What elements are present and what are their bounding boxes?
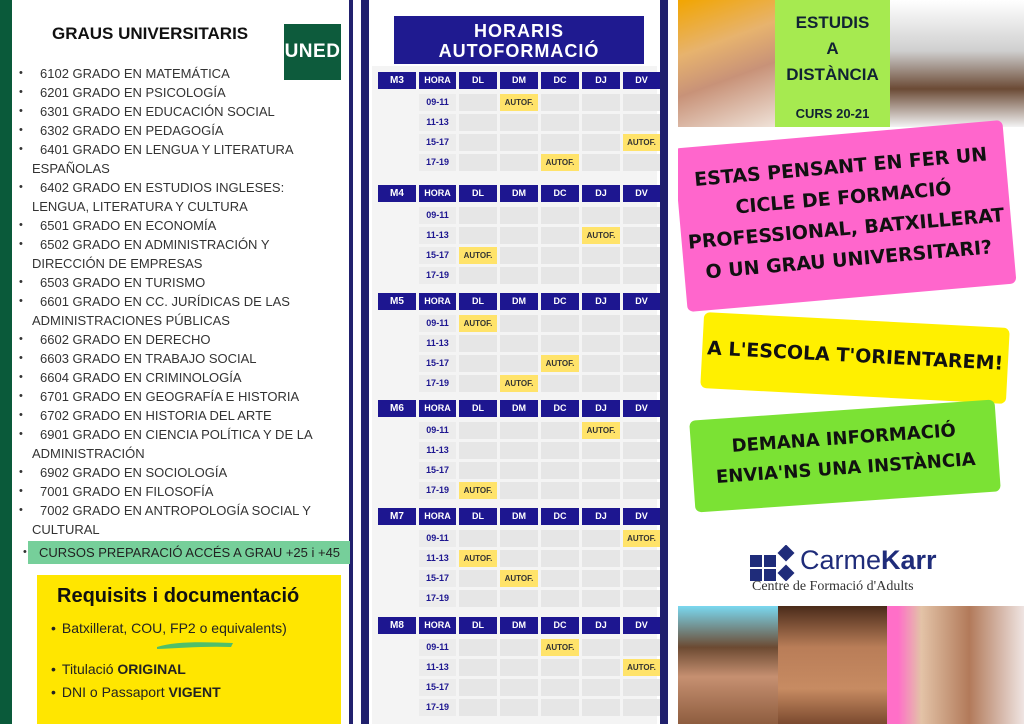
empty-slot — [582, 134, 620, 151]
schedule-title — [394, 16, 644, 64]
logo-name-bold: Karr — [881, 545, 937, 575]
day-header: DJ — [582, 293, 620, 310]
autoformation-slot: AUTOF. — [500, 94, 538, 111]
empty-slot — [582, 659, 620, 676]
schedule-title-text: HORARIS AUTOFORMACIÓ — [438, 21, 600, 61]
degree-item — [24, 64, 342, 83]
empty-slot — [459, 659, 497, 676]
day-header: DV — [623, 185, 660, 202]
day-header: DL — [459, 400, 497, 417]
day-header: DM — [500, 400, 538, 417]
module-label: M6 — [378, 400, 416, 417]
degree-name: • 6201 GRADO EN PSICOLOGÍA — [40, 85, 226, 100]
empty-slot — [459, 207, 497, 224]
degree-name: • 6301 GRADO EN EDUCACIÓN SOCIAL — [40, 104, 275, 119]
requirement-emphasis: ORIGINAL — [117, 661, 186, 677]
logo-name-light: Carme — [800, 545, 882, 575]
day-header: DV — [623, 72, 660, 89]
day-header: DM — [500, 185, 538, 202]
degree-item — [24, 349, 342, 368]
degree-name-continued: ADMINISTRACIÓN — [32, 446, 145, 461]
empty-slot — [500, 679, 538, 696]
degree-item — [24, 463, 342, 482]
hour-header: HORA — [419, 617, 456, 634]
empty-slot — [582, 335, 620, 352]
empty-slot — [541, 247, 579, 264]
empty-slot — [459, 227, 497, 244]
empty-slot — [623, 114, 660, 131]
day-header: DV — [623, 617, 660, 634]
degree-name: • 6501 GRADO EN ECONOMÍA — [40, 218, 217, 233]
empty-slot — [500, 699, 538, 716]
empty-slot — [541, 550, 579, 567]
time-slot: 09-11 — [419, 639, 456, 656]
degree-item — [24, 102, 342, 121]
empty-slot — [500, 639, 538, 656]
day-header: DL — [459, 185, 497, 202]
degree-name: • 6702 GRADO EN HISTORIA DEL ARTE — [40, 408, 272, 423]
day-header: DC — [541, 508, 579, 525]
empty-slot — [500, 207, 538, 224]
requirement-item — [51, 684, 221, 700]
empty-slot — [623, 679, 660, 696]
empty-slot — [500, 442, 538, 459]
requirements-title: Requisits i documentació — [57, 585, 300, 607]
uned-logo: UNED — [284, 24, 341, 80]
hour-header: HORA — [419, 293, 456, 310]
empty-slot — [541, 114, 579, 131]
empty-slot — [623, 335, 660, 352]
empty-slot — [623, 590, 660, 607]
promo-question-text: ESTAS PENSANT EN FER UN CICLE DE FORMACIÓ PROFESSIONAL, BATXILLERAT O UN GRAU UNIVERSITARI? — [687, 143, 1006, 284]
empty-slot — [582, 247, 620, 264]
requirement-text: Titulació — [61, 661, 118, 677]
empty-slot — [459, 154, 497, 171]
day-header: DC — [541, 185, 579, 202]
panel-border-left — [361, 0, 369, 724]
autoformation-slot: AUTOF. — [459, 247, 497, 264]
empty-slot — [500, 335, 538, 352]
time-slot: 09-11 — [419, 207, 456, 224]
degree-item — [24, 140, 342, 178]
degree-list — [24, 64, 342, 539]
degree-name: • 6102 GRADO EN MATEMÁTICA — [40, 66, 230, 81]
empty-slot — [500, 154, 538, 171]
empty-slot — [459, 590, 497, 607]
degree-name: • 6302 GRADO EN PEDAGOGÍA — [40, 123, 224, 138]
degree-item — [24, 482, 342, 501]
empty-slot — [541, 207, 579, 224]
autoformation-slot: AUTOF. — [623, 659, 660, 676]
empty-slot — [459, 442, 497, 459]
time-slot: 17-19 — [419, 375, 456, 392]
degree-name: • 6401 GRADO EN LENGUA Y LITERATURA — [40, 142, 294, 157]
degree-name-continued: CULTURAL — [32, 522, 100, 537]
empty-slot — [500, 550, 538, 567]
empty-slot — [500, 267, 538, 284]
empty-slot — [623, 247, 660, 264]
requirement-item — [51, 620, 287, 636]
empty-slot — [582, 590, 620, 607]
day-header: DC — [541, 617, 579, 634]
studies-year: CURS 20-21 — [795, 106, 870, 121]
hour-header: HORA — [419, 400, 456, 417]
module-label: M8 — [378, 617, 416, 634]
autoformation-slot: AUTOF. — [623, 134, 660, 151]
empty-slot — [541, 659, 579, 676]
empty-slot — [541, 699, 579, 716]
empty-slot — [500, 659, 538, 676]
empty-slot — [459, 267, 497, 284]
empty-slot — [541, 315, 579, 332]
empty-slot — [459, 114, 497, 131]
degree-name-continued: DIRECCIÓN DE EMPRESAS — [32, 256, 203, 271]
degree-item — [24, 273, 342, 292]
empty-slot — [582, 114, 620, 131]
empty-slot — [623, 570, 660, 587]
degree-name-continued: ESPAÑOLAS — [32, 161, 110, 176]
module-label: M7 — [378, 508, 416, 525]
autoformation-slot: AUTOF. — [500, 570, 538, 587]
day-header: DC — [541, 293, 579, 310]
empty-slot — [582, 530, 620, 547]
empty-slot — [623, 94, 660, 111]
degree-name: • 6502 GRADO EN ADMINISTRACIÓN Y — [40, 237, 270, 252]
empty-slot — [623, 462, 660, 479]
empty-slot — [459, 462, 497, 479]
empty-slot — [500, 482, 538, 499]
empty-slot — [459, 134, 497, 151]
requirement-text: DNI o Passaport — [61, 684, 169, 700]
empty-slot — [582, 639, 620, 656]
day-header: DL — [459, 508, 497, 525]
time-slot: 15-17 — [419, 462, 456, 479]
day-header: DV — [623, 400, 660, 417]
empty-slot — [500, 247, 538, 264]
degree-item — [24, 406, 342, 425]
empty-slot — [541, 267, 579, 284]
empty-slot — [582, 482, 620, 499]
empty-slot — [459, 335, 497, 352]
photo-student-curly — [678, 606, 778, 724]
empty-slot — [541, 134, 579, 151]
empty-slot — [582, 94, 620, 111]
promo-question-box — [678, 120, 1017, 312]
empty-slot — [459, 570, 497, 587]
empty-slot — [459, 530, 497, 547]
promo-school-text: A L'ESCOLA T'ORIENTAREM! — [706, 337, 1004, 375]
time-slot: 09-11 — [419, 422, 456, 439]
autoformation-slot: AUTOF. — [623, 530, 660, 547]
degree-name-continued: ADMINISTRACIONES PÚBLICAS — [32, 313, 230, 328]
promo-info-box — [689, 399, 1001, 512]
promo-school-box — [700, 312, 1010, 404]
empty-slot — [623, 699, 660, 716]
autoformation-slot: AUTOF. — [459, 550, 497, 567]
empty-slot — [500, 227, 538, 244]
autoformation-slot: AUTOF. — [541, 154, 579, 171]
carme-karr-mark-icon — [750, 545, 798, 581]
empty-slot — [541, 375, 579, 392]
empty-slot — [500, 590, 538, 607]
day-header: DJ — [582, 185, 620, 202]
module-label: M3 — [378, 72, 416, 89]
empty-slot — [582, 375, 620, 392]
empty-slot — [623, 482, 660, 499]
degree-name: • 6901 GRADO EN CIENCIA POLÍTICA Y DE LA — [40, 427, 313, 442]
day-header: DV — [623, 508, 660, 525]
empty-slot — [582, 207, 620, 224]
time-slot: 11-13 — [419, 114, 456, 131]
empty-slot — [623, 207, 660, 224]
degree-item — [24, 83, 342, 102]
brush-swoosh-decoration — [155, 640, 235, 650]
empty-slot — [541, 482, 579, 499]
panel-border-right — [660, 0, 668, 724]
empty-slot — [541, 679, 579, 696]
hour-header: HORA — [419, 185, 456, 202]
empty-slot — [459, 699, 497, 716]
degree-item — [24, 368, 342, 387]
degree-name: • 6402 GRADO EN ESTUDIOS INGLESES: — [40, 180, 285, 195]
degree-item — [24, 121, 342, 140]
module-label: M5 — [378, 293, 416, 310]
degree-item — [24, 216, 342, 235]
time-slot: 17-19 — [419, 154, 456, 171]
time-slot: 11-13 — [419, 659, 456, 676]
degree-name: • 6604 GRADO EN CRIMINOLOGÍA — [40, 370, 242, 385]
empty-slot — [541, 530, 579, 547]
empty-slot — [500, 422, 538, 439]
day-header: DL — [459, 72, 497, 89]
empty-slot — [582, 315, 620, 332]
photo-student-pink — [887, 606, 1024, 724]
time-slot: 15-17 — [419, 247, 456, 264]
autoformation-slot: AUTOF. — [459, 315, 497, 332]
autoformation-slot: AUTOF. — [582, 422, 620, 439]
degree-item — [24, 235, 342, 273]
schedule-panel — [353, 0, 678, 724]
empty-slot — [459, 422, 497, 439]
time-slot: 15-17 — [419, 570, 456, 587]
empty-slot — [459, 375, 497, 392]
day-header: DV — [623, 293, 660, 310]
degree-name: • 7001 GRADO EN FILOSOFÍA — [40, 484, 214, 499]
autoformation-slot: AUTOF. — [582, 227, 620, 244]
day-header: DL — [459, 293, 497, 310]
photo-student-cap — [890, 0, 1024, 127]
day-header: DL — [459, 617, 497, 634]
empty-slot — [541, 227, 579, 244]
time-slot: 15-17 — [419, 355, 456, 372]
day-header: DM — [500, 508, 538, 525]
degree-name-continued: LENGUA, LITERATURA Y CULTURA — [32, 199, 248, 214]
time-slot: 11-13 — [419, 227, 456, 244]
degrees-heading: GRAUS UNIVERSITARIS — [52, 24, 249, 43]
empty-slot — [541, 335, 579, 352]
degree-name: • 6902 GRADO EN SOCIOLOGÍA — [40, 465, 228, 480]
empty-slot — [500, 134, 538, 151]
empty-slot — [541, 462, 579, 479]
empty-slot — [459, 639, 497, 656]
degree-item — [24, 330, 342, 349]
empty-slot — [582, 550, 620, 567]
day-header: DC — [541, 72, 579, 89]
empty-slot — [582, 154, 620, 171]
requirement-text: Batxillerat, COU, FP2 o equivalents) — [61, 620, 287, 636]
empty-slot — [623, 442, 660, 459]
promo-panel — [678, 0, 1024, 724]
module-label: M4 — [378, 185, 416, 202]
degree-name: • 6701 GRADO EN GEOGRAFÍA E HISTORIA — [40, 389, 300, 404]
degree-name: • 7002 GRADO EN ANTROPOLOGÍA SOCIAL Y — [40, 503, 311, 518]
empty-slot — [623, 639, 660, 656]
time-slot: 17-19 — [419, 267, 456, 284]
hour-header: HORA — [419, 72, 456, 89]
promo-info-text: DEMANA INFORMACIÓ ENVIA'NS UNA INSTÀNCIA — [715, 420, 977, 489]
degree-name: • 6601 GRADO EN CC. JURÍDICAS DE LAS — [40, 294, 290, 309]
day-header: DC — [541, 400, 579, 417]
empty-slot — [541, 590, 579, 607]
logo-name — [800, 545, 937, 576]
time-slot: 15-17 — [419, 134, 456, 151]
empty-slot — [541, 94, 579, 111]
time-slot: 11-13 — [419, 335, 456, 352]
day-header: DJ — [582, 508, 620, 525]
courses-item: • CURSOS PREPARACIÓ ACCÉS A GRAU +25 i +45 — [28, 541, 350, 564]
empty-slot — [459, 355, 497, 372]
empty-slot — [582, 462, 620, 479]
time-slot: 09-11 — [419, 530, 456, 547]
empty-slot — [582, 442, 620, 459]
degree-name: • 6503 GRADO EN TURISMO — [40, 275, 206, 290]
requirements-box — [37, 575, 341, 724]
empty-slot — [500, 114, 538, 131]
degree-item — [24, 501, 342, 539]
time-slot: 17-19 — [419, 590, 456, 607]
empty-slot — [623, 550, 660, 567]
requirement-item — [51, 661, 186, 677]
studies-title: ESTUDIS A DISTÀNCIA — [786, 13, 879, 84]
hour-header: HORA — [419, 508, 456, 525]
time-slot: 09-11 — [419, 315, 456, 332]
empty-slot — [541, 442, 579, 459]
empty-slot — [623, 315, 660, 332]
degree-item — [24, 178, 342, 216]
left-accent-strip — [0, 0, 12, 724]
degree-item — [24, 425, 342, 463]
empty-slot — [623, 422, 660, 439]
day-header: DM — [500, 72, 538, 89]
day-header: DM — [500, 617, 538, 634]
day-header: DJ — [582, 617, 620, 634]
logo-subtitle: Centre de Formació d'Adults — [752, 579, 914, 594]
empty-slot — [582, 355, 620, 372]
autoformation-slot: AUTOF. — [459, 482, 497, 499]
day-header: DJ — [582, 400, 620, 417]
empty-slot — [623, 227, 660, 244]
time-slot: 11-13 — [419, 550, 456, 567]
empty-slot — [623, 375, 660, 392]
photo-student-face — [778, 606, 887, 724]
empty-slot — [500, 462, 538, 479]
carme-karr-logo — [750, 543, 1020, 603]
time-slot: 17-19 — [419, 699, 456, 716]
empty-slot — [582, 267, 620, 284]
degree-item — [24, 387, 342, 406]
empty-slot — [500, 315, 538, 332]
autoformation-slot: AUTOF. — [541, 639, 579, 656]
time-slot: 15-17 — [419, 679, 456, 696]
empty-slot — [623, 355, 660, 372]
photo-student-thinking — [678, 0, 775, 127]
empty-slot — [582, 679, 620, 696]
degree-item — [24, 292, 342, 330]
autoformation-slot: AUTOF. — [541, 355, 579, 372]
empty-slot — [623, 267, 660, 284]
empty-slot — [582, 699, 620, 716]
day-header: DJ — [582, 72, 620, 89]
empty-slot — [459, 94, 497, 111]
degree-name: • 6602 GRADO EN DERECHO — [40, 332, 211, 347]
day-header: DM — [500, 293, 538, 310]
empty-slot — [541, 422, 579, 439]
autoformation-slot: AUTOF. — [500, 375, 538, 392]
studies-box — [775, 0, 890, 127]
time-slot: 17-19 — [419, 482, 456, 499]
empty-slot — [500, 530, 538, 547]
degree-name: • 6603 GRADO EN TRABAJO SOCIAL — [40, 351, 257, 366]
empty-slot — [623, 154, 660, 171]
empty-slot — [459, 679, 497, 696]
time-slot: 09-11 — [419, 94, 456, 111]
empty-slot — [500, 355, 538, 372]
degrees-panel — [0, 0, 353, 724]
time-slot: 11-13 — [419, 442, 456, 459]
empty-slot — [541, 570, 579, 587]
requirement-emphasis: VIGENT — [168, 684, 221, 700]
empty-slot — [582, 570, 620, 587]
